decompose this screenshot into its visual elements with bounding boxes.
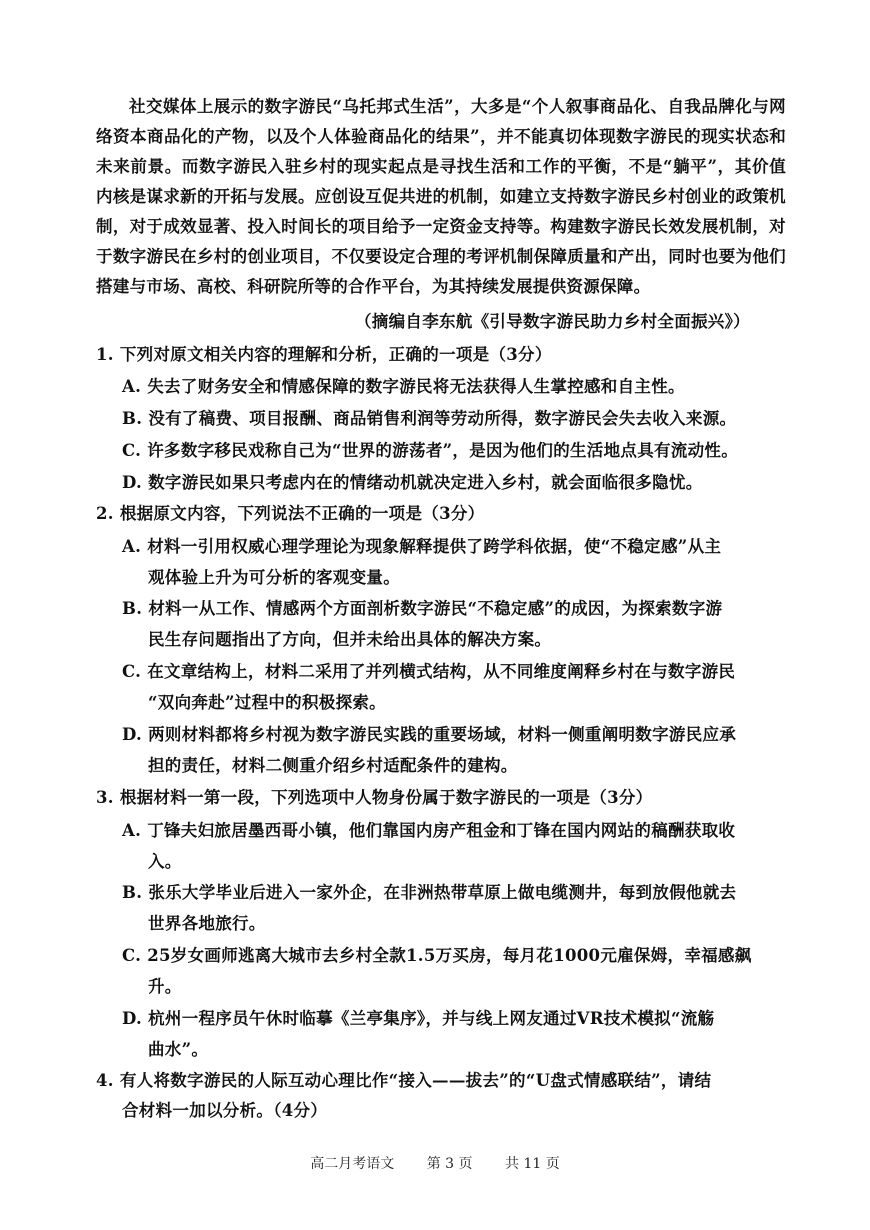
question-2-option-a-line1: A. 材料一引用权威心理学理论为现象解释提供了跨学科依据，使“不稳定感”从主 bbox=[122, 537, 722, 556]
question-1-option-c: C. 许多数字移民戏称自己为“世界的游荡者”，是因为他们的生活地点具有流动性。 bbox=[122, 441, 739, 460]
question-4-line1: 4. 有人将数字游民的人际互动心理比作“接入——拔去”的“U盘式情感联结”，请结 bbox=[96, 1071, 712, 1090]
question-3-option-b bbox=[122, 877, 782, 939]
passage-source: （摘编自李东航《引导数字游民助力乡村全面振兴》） bbox=[355, 312, 750, 331]
question-3-option-d-line2: 曲水”。 bbox=[148, 1040, 209, 1059]
footer-subject: 高二月考语文 bbox=[310, 1156, 395, 1172]
question-3-option-d bbox=[122, 1003, 782, 1065]
question-2-option-c-line2: “双向奔赴”过程中的积极探索。 bbox=[148, 693, 386, 712]
question-3-stem bbox=[96, 783, 796, 813]
question-1-stem bbox=[96, 340, 796, 370]
passage-paragraph: 社交媒体上展示的数字游民“乌托邦式生活”，大多是“个人叙事商品化、自我品牌化与网络资本商品化的产物，以及个人体验商品化的结果”，并不能真切体现数字游民的现实状态和未来前景。而数字游民入驻乡村的现实起点是寻找生活和工作的平衡，不是“躺平”，其价值内核是谋求新的开拓与发展。应创设互促共进的机制，如建立支持数字游民乡村创业的政策机制，对于成效显著、投入时间长的项目给予一定资金支持等。构建数字游民长效发展机制，对于数字游民在乡村的创业项目，不仅要设定合理的考评机制保障质量和产出，同时也要为他们搭建与市场、高校、科研院所等的合作平台，为其持续发展提供资源保障。 bbox=[96, 97, 786, 296]
question-1-option-a: A. 失去了财务安全和情感保障的数字游民将无法获得人生掌控感和自主性。 bbox=[122, 377, 685, 396]
question-2-option-c-line1: C. 在文章结构上，材料二采用了并列横式结构，从不同维度阐释乡村在与数字游民 bbox=[122, 662, 736, 681]
question-1-option-d: D. 数字游民如果只考虑内在的情绪动机就决定进入乡村，就会面临很多隐忧。 bbox=[122, 473, 703, 492]
question-3-text: 3. 根据材料一第一段，下列选项中人物身份属于数字游民的一项是（3分） bbox=[96, 788, 653, 807]
question-2-option-c bbox=[122, 656, 782, 718]
question-3-option-c-line2: 升。 bbox=[148, 977, 182, 996]
question-1-option-b: B. 没有了稿费、项目报酬、商品销售利润等劳动所得，数字游民会失去收入来源。 bbox=[122, 409, 737, 428]
question-2-option-d-line1: D. 两则材料都将乡村视为数字游民实践的重要场域，材料一侧重阐明数字游民应承 bbox=[122, 725, 737, 744]
question-2-option-b-line2: 民生存问题指出了方向，但并未给出具体的解决方案。 bbox=[148, 630, 552, 649]
footer-page-number: 第 3 页 bbox=[426, 1156, 473, 1172]
question-3-option-c bbox=[122, 940, 782, 1002]
question-4-line2: 合材料一加以分析。（4分） bbox=[122, 1101, 328, 1120]
question-1-text: 1. 下列对原文相关内容的理解和分析，正确的一项是（3分） bbox=[96, 345, 552, 364]
question-2-option-a-line2: 观体验上升为可分析的客观变量。 bbox=[148, 568, 400, 587]
question-2-option-d bbox=[122, 719, 782, 781]
page-footer bbox=[0, 1153, 870, 1173]
question-3-option-d-line1: D. 杭州一程序员午休时临摹《兰亭集序》，并与线上网友通过VR技术模拟“流觞 bbox=[122, 1009, 715, 1028]
footer-total-pages: 共 11 页 bbox=[505, 1156, 560, 1172]
question-3-option-a bbox=[122, 815, 782, 877]
question-4-stem bbox=[96, 1066, 796, 1126]
question-2-option-b bbox=[122, 593, 782, 655]
question-3-option-b-line1: B. 张乐大学毕业后进入一家外企，在非洲热带草原上做电缆测井，每到放假他就去 bbox=[122, 883, 737, 902]
question-3-option-b-line2: 世界各地旅行。 bbox=[148, 914, 266, 933]
question-2-text: 2. 根据原文内容，下列说法不正确的一项是（3分） bbox=[96, 504, 485, 523]
question-2-option-d-line2: 担的责任，材料二侧重介绍乡村适配条件的建构。 bbox=[148, 756, 518, 775]
question-2-option-a bbox=[122, 531, 782, 593]
question-3-option-a-line1: A. 丁锋夫妇旅居墨西哥小镇，他们靠国内房产租金和丁锋在国内网站的稿酬获取收 bbox=[122, 821, 736, 840]
question-2-stem bbox=[96, 499, 796, 529]
question-3-option-c-line1: C. 25岁女画师逃离大城市去乡村全款1.5万买房，每月花1000元雇保姆，幸福感飙 bbox=[122, 946, 752, 965]
question-3-option-a-line2: 入。 bbox=[148, 852, 182, 871]
question-2-option-b-line1: B. 材料一从工作、情感两个方面剖析数字游民“不稳定感”的成因，为探索数字游 bbox=[122, 599, 723, 618]
